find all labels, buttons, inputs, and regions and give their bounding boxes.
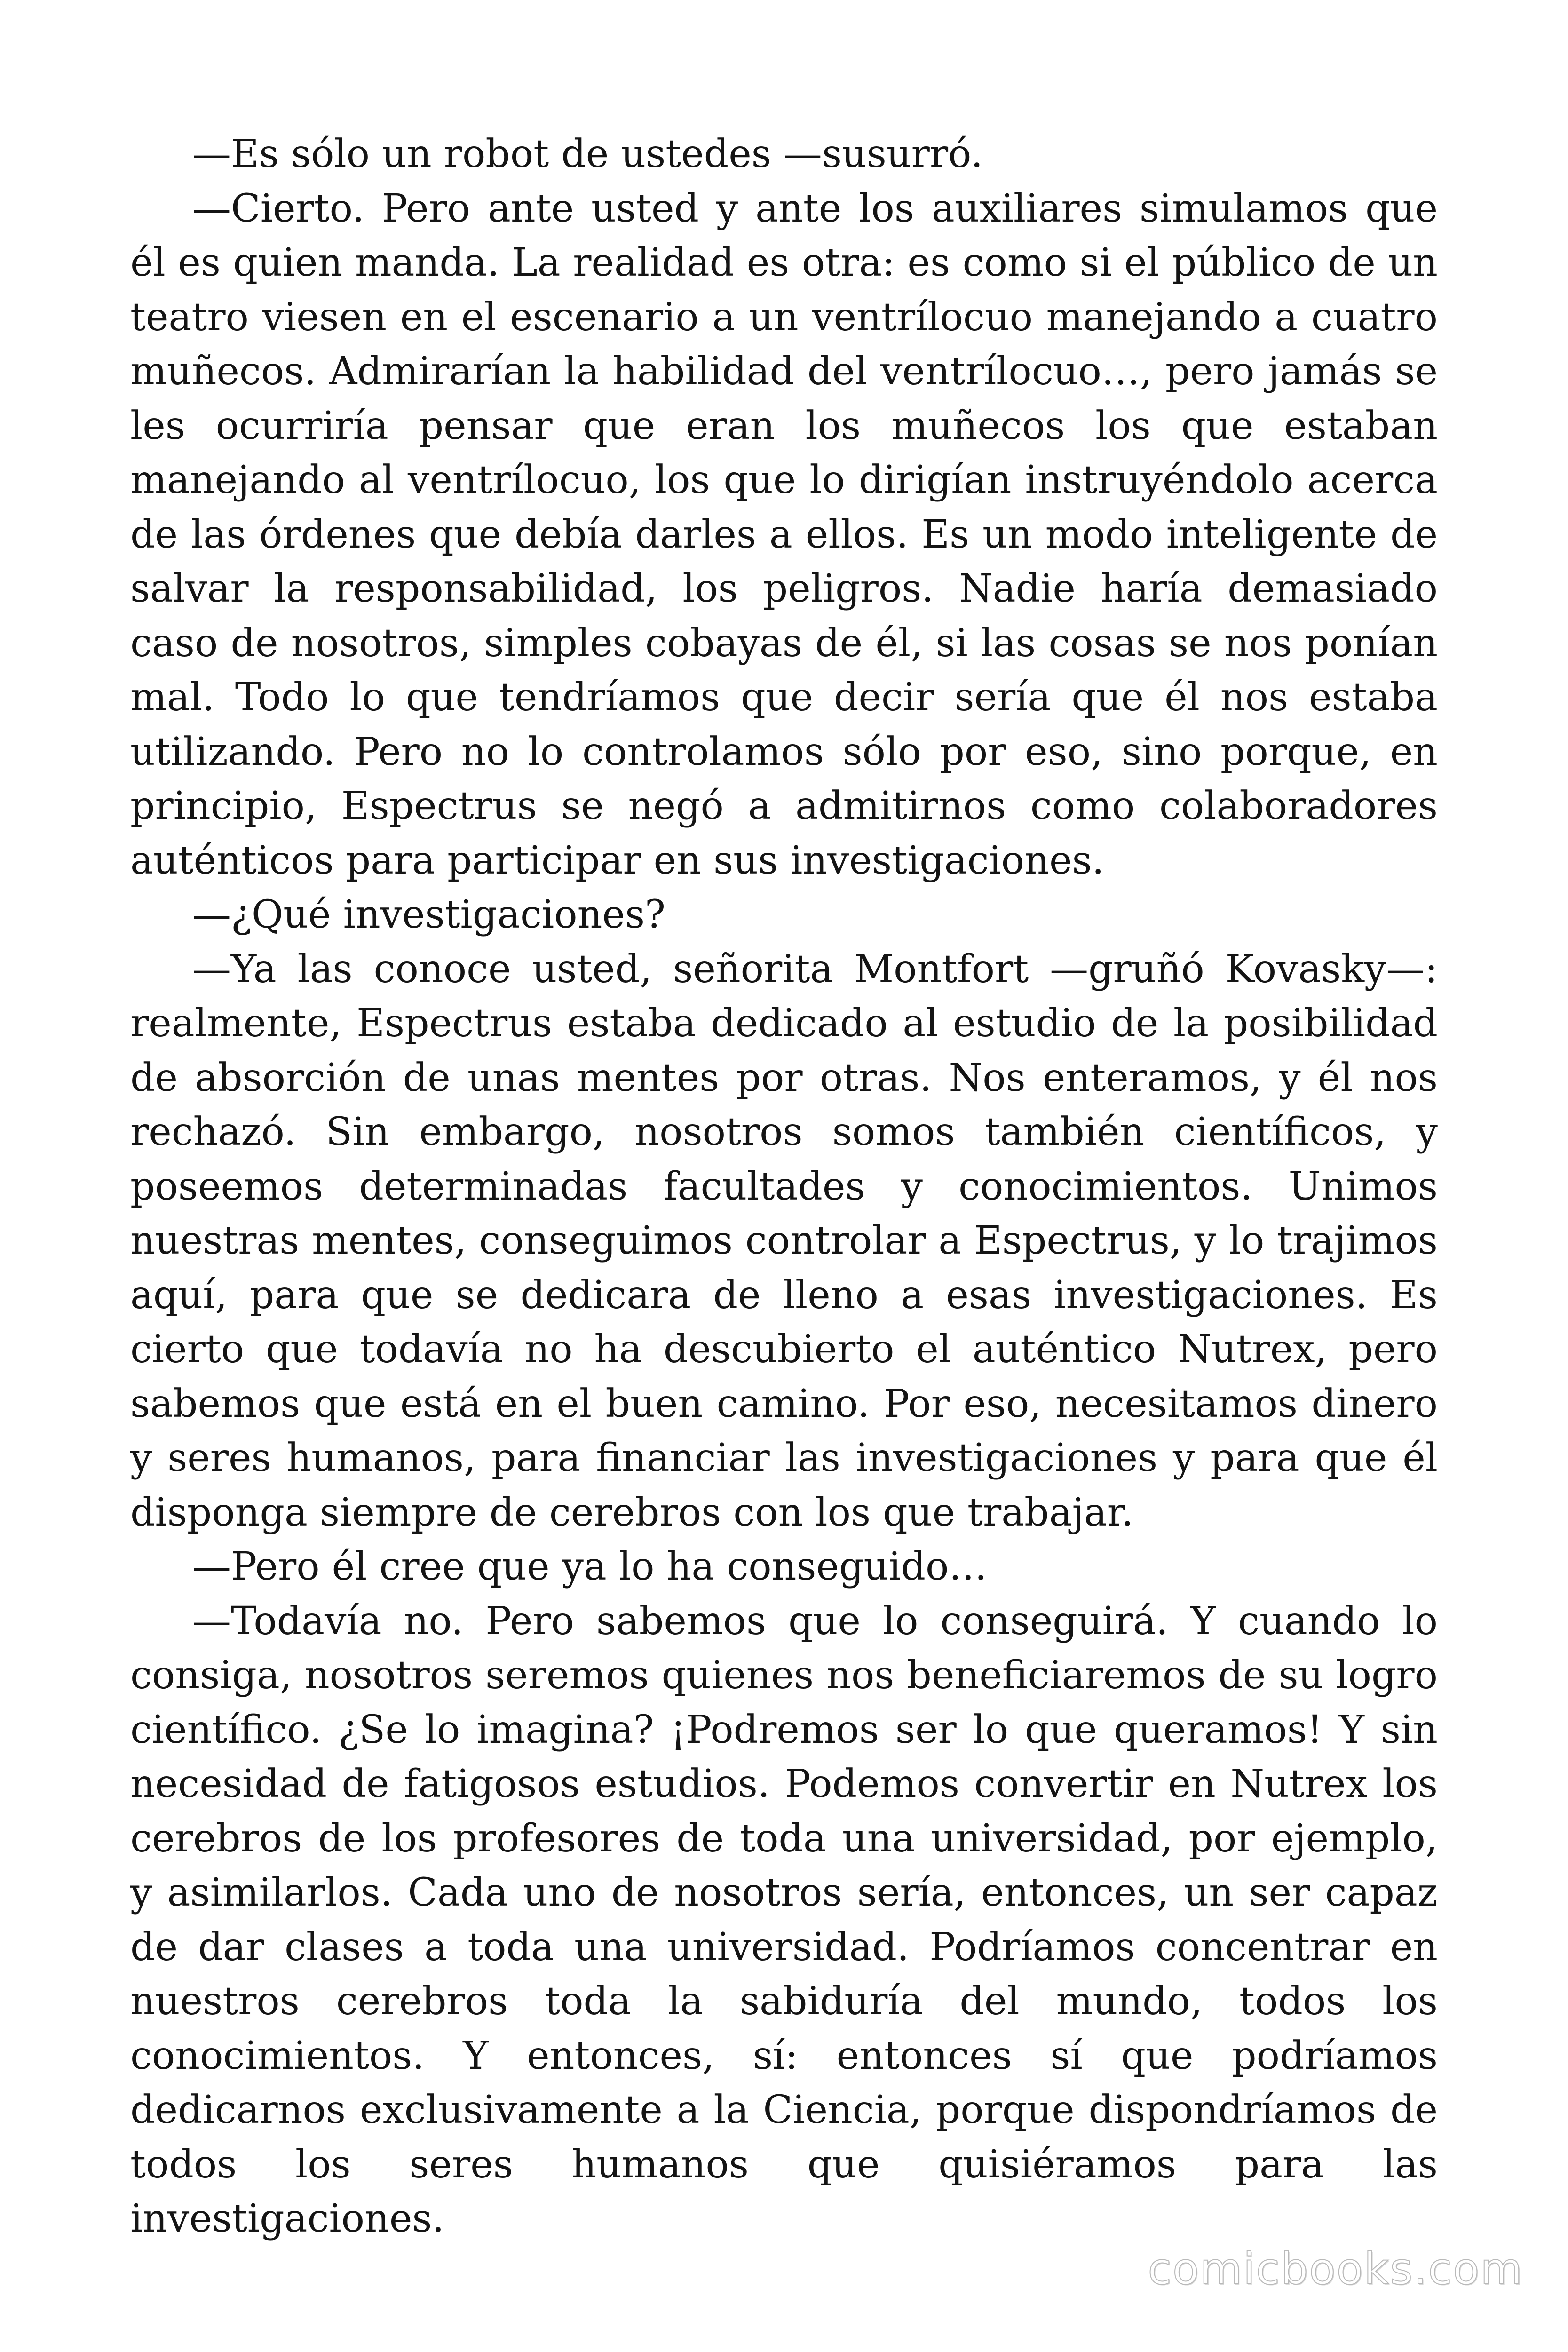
paragraph-4: —Ya las conoce usted, señorita Montfort —gruñó Kovasky—: realmente, Espectrus estaba dedicado al estudio de la posibilidad de absorción de unas mentes por otras. Nos enteramos, y él nos rechazó. Sin embargo, nosotros somos también científicos, y poseemos determinadas facultades y conocimientos. Unimos nuestras mentes, conseguimos controlar a Espectrus, y lo trajimos aquí, para que se dedicara de lleno a esas investigaciones. Es cierto que todavía no ha descubierto el auténtico Nutrex, pero sabemos que está en el buen camino. Por eso, necesitamos dinero y seres humanos, para financiar las investigaciones y para que él disponga siempre de cerebros con los que trabajar. xyxy=(130,946,1438,1535)
paragraph-6: —Todavía no. Pero sabemos que lo conseguirá. Y cuando lo consiga, nosotros seremos quienes nos beneficiaremos de su logro científico. ¿Se lo imagina? ¡Podremos ser lo que queramos! Y sin necesidad de fatigosos estudios. Podemos convertir en Nutrex los cerebros de los profesores de toda una universidad, por ejemplo, y asimilarlos. Cada uno de nosotros sería, entonces, un ser capaz de dar clases a toda una universidad. Podríamos concentrar en nuestros cerebros toda la sabiduría del mundo, todos los conocimientos. Y entonces, sí: entonces sí que podríamos dedicarnos exclusivamente a la Ciencia, porque dispondríamos de todos los seres humanos que quisiéramos para las investigaciones. xyxy=(130,1598,1438,2241)
paragraph-1: —Es sólo un robot de ustedes —susurró. xyxy=(192,132,983,176)
watermark-text: comicbooks.com xyxy=(1148,2244,1523,2294)
paragraph-5: —Pero él cree que ya lo ha conseguido… xyxy=(192,1544,988,1589)
page-body xyxy=(130,127,1438,2246)
paragraph-2: —Cierto. Pero ante usted y ante los auxiliares simulamos que él es quien manda. La realidad es otra: es como si el público de un teatro viesen en el escenario a un ventrílocuo manejando a cuatro muñecos. Admirarían la habilidad del ventrílocuo…, pero jamás se les ocurriría pensar que eran los muñecos los que estaban manejando al ventrílocuo, los que lo dirigían instruyéndolo acerca de las órdenes que debía darles a ellos. Es un modo inteligente de salvar la responsabilidad, los peligros. Nadie haría demasiado caso de nosotros, simples cobayas de él, si las cosas se nos ponían mal. Todo lo que tendríamos que decir sería que él nos estaba utilizando. Pero no lo controlamos sólo por eso, sino porque, en principio, Espectrus se negó a admitirnos como colaboradores auténticos para participar en sus investigaciones. xyxy=(130,186,1438,883)
paragraph-3: —¿Qué investigaciones? xyxy=(192,892,666,937)
